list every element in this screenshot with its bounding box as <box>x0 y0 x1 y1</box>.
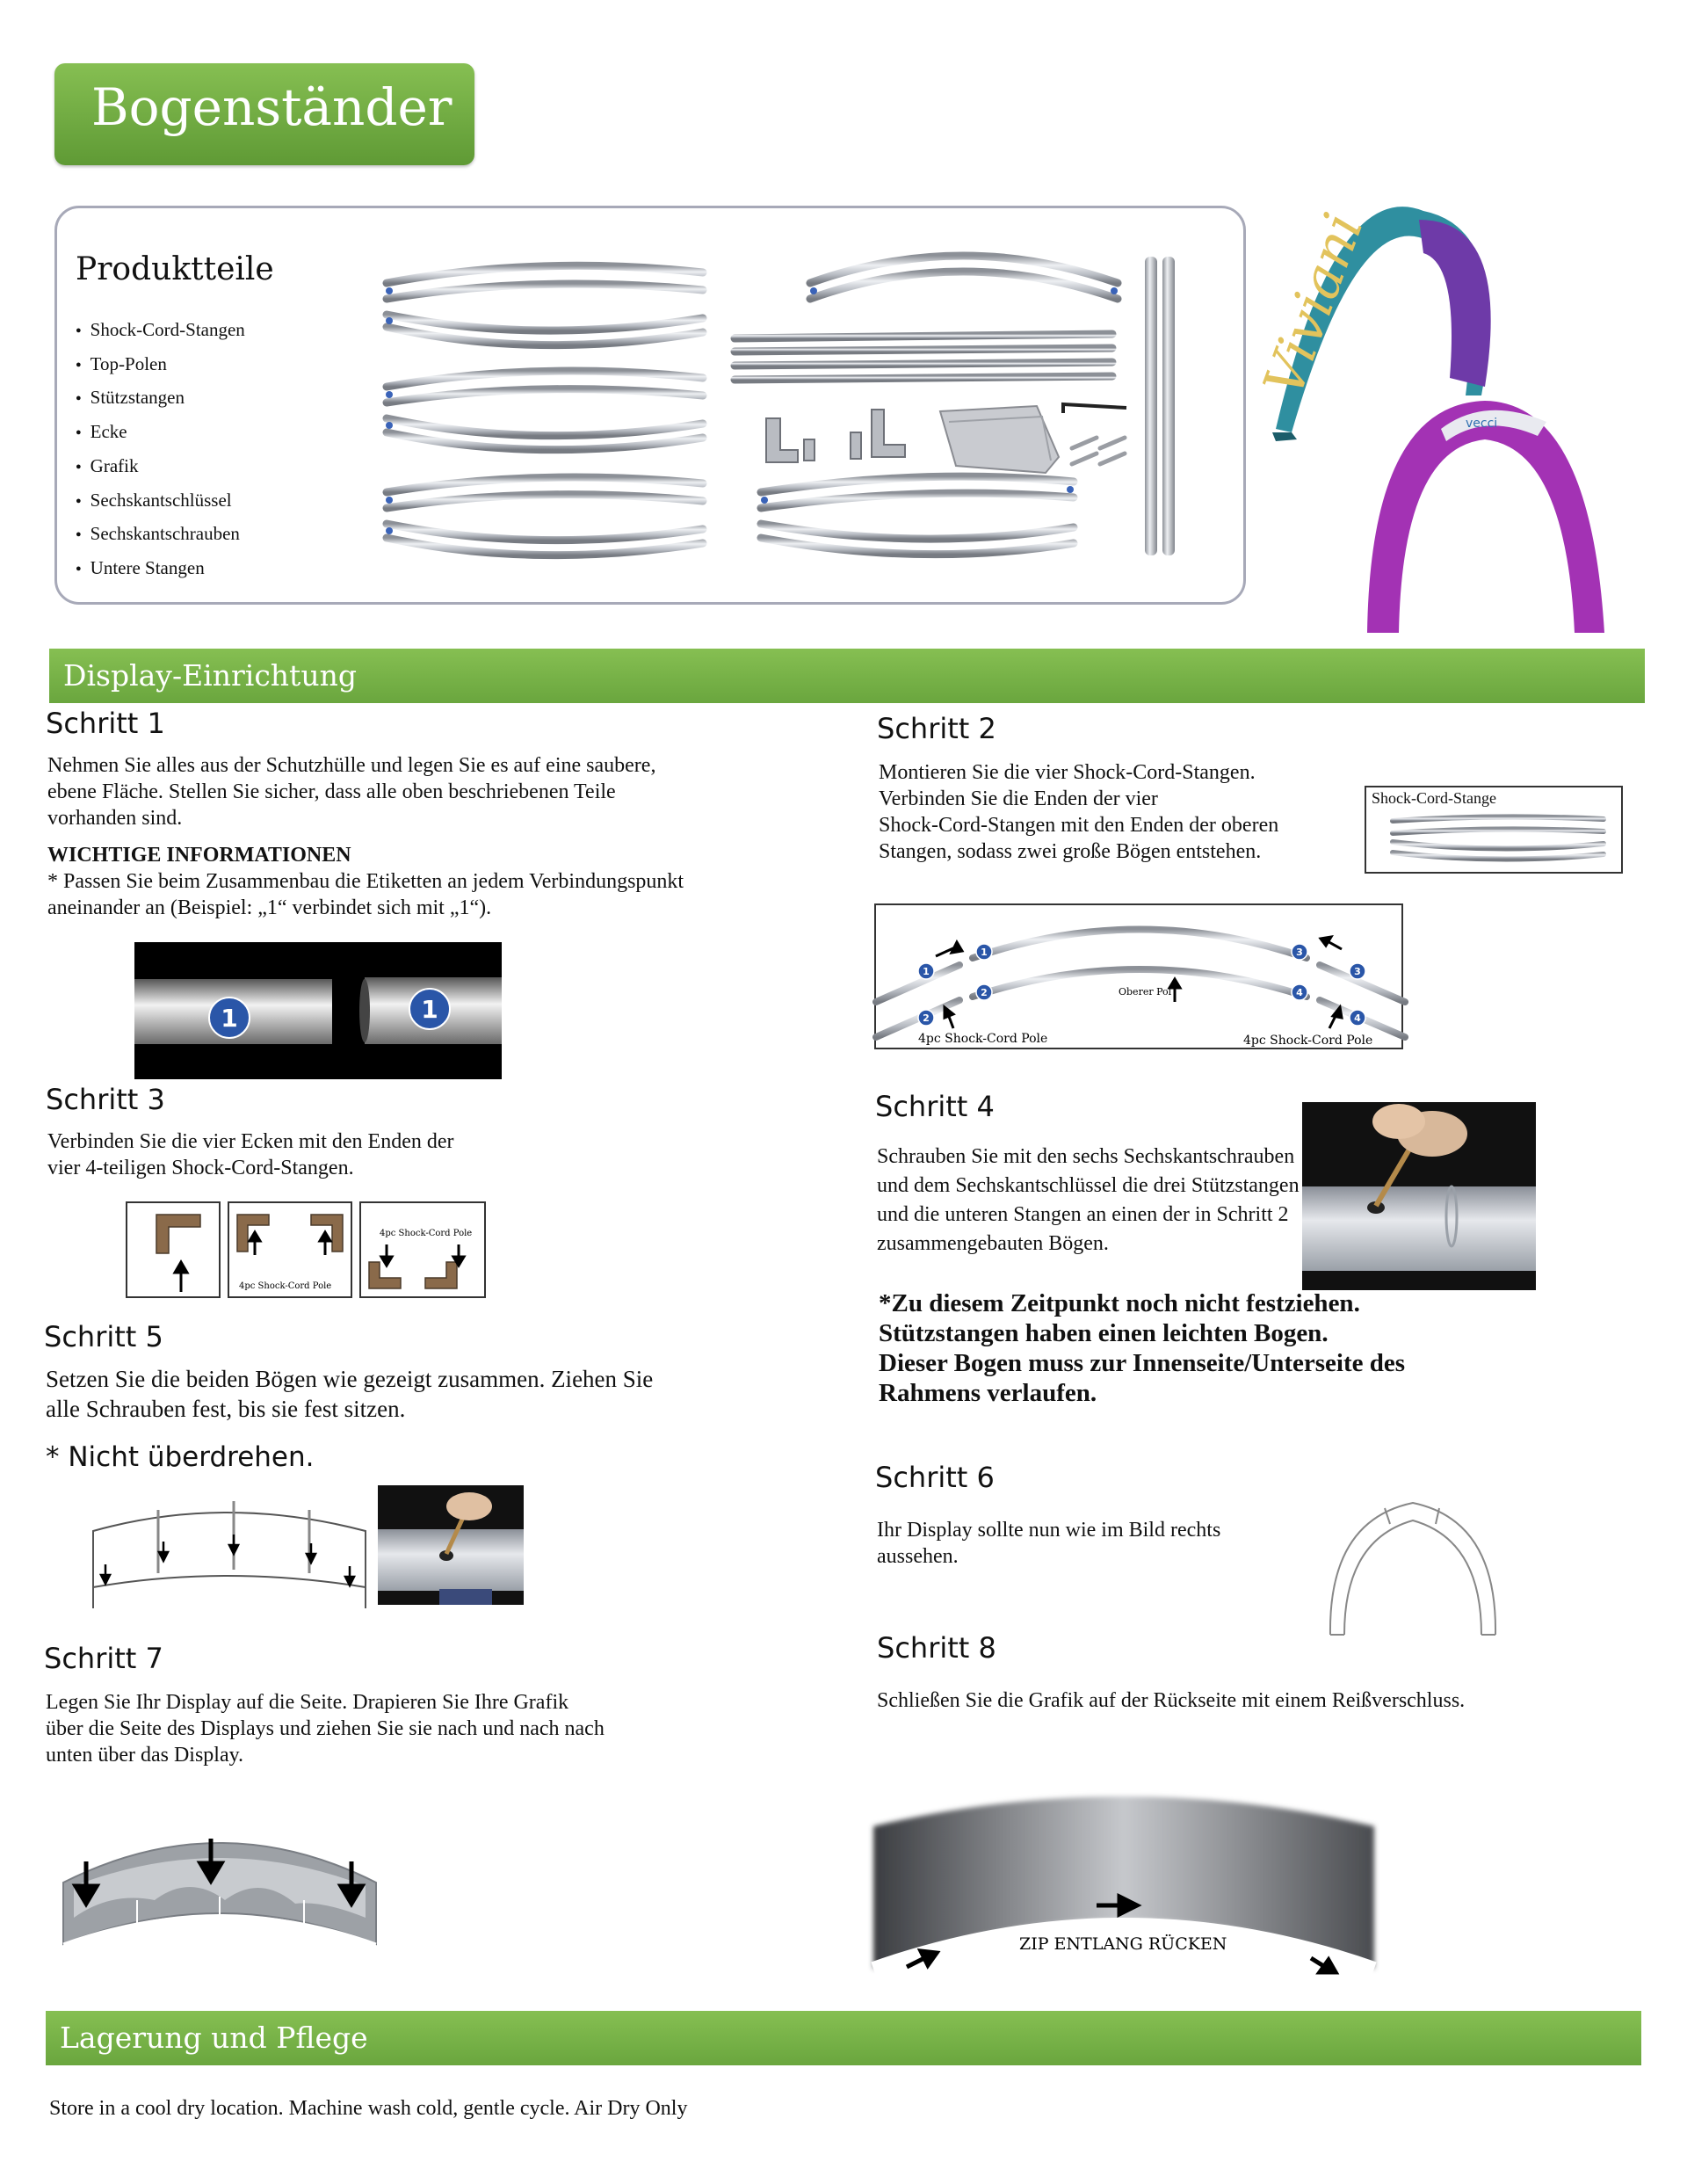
step3-title: Schritt 3 <box>46 1083 165 1116</box>
step5-screw-photo <box>378 1485 524 1605</box>
parts-item: ● Ecke <box>76 417 245 451</box>
step2-right-label: 4pc Shock-Cord Pole <box>1243 1034 1373 1048</box>
step2-num: 1 <box>981 947 988 958</box>
parts-item: ● Top-Polen <box>76 349 245 383</box>
step2-inset <box>1365 786 1623 874</box>
step1-pole-joint <box>134 942 502 1079</box>
storage-text: Store in a cool dry location. Machine wash cold, gentle cycle. Air Dry Only <box>49 2097 688 2120</box>
section-storage-title: Lagerung und Pflege <box>60 2021 368 2055</box>
step8-text: Schließen Sie die Grafik auf der Rückseite mit einem Reißverschluss. <box>877 1689 1466 1712</box>
step2-left-label: 4pc Shock-Cord Pole <box>918 1032 1048 1046</box>
step4-photo <box>1302 1102 1536 1290</box>
page-title: Bogenständer <box>91 77 453 137</box>
step3-corners-diagram <box>125 1201 489 1299</box>
step3-text: Verbinden Sie die vier Ecken mit den Enden der vier 4-teiligen Shock-Cord-Stangen. <box>47 1130 454 1179</box>
step2-inset-poles <box>1366 787 1625 875</box>
step1-label-left: 1 <box>221 1004 238 1033</box>
step3-label-a: 4pc Shock-Cord Pole <box>239 1281 332 1291</box>
parts-item: ● Shock-Cord-Stangen <box>76 315 245 349</box>
step4-screw-photo <box>1302 1102 1536 1290</box>
arch-brand-2: vecci <box>1466 417 1498 431</box>
step7-graphic-diagram <box>58 1812 381 1953</box>
step1-photo <box>134 942 502 1079</box>
step6-arch-frame <box>1325 1494 1501 1643</box>
step5-photo <box>378 1485 524 1605</box>
parts-title: Produktteile <box>76 251 274 287</box>
step2-num: 2 <box>981 987 988 998</box>
step2-diagram <box>874 903 1403 1049</box>
step8-zip-label: ZIP ENTLANG RÜCKEN <box>1019 1934 1227 1954</box>
step8-title: Schritt 8 <box>877 1631 996 1665</box>
parts-item: ● Untere Stangen <box>76 553 245 587</box>
step5-text: Setzen Sie die beiden Bögen wie gezeigt zusammen. Ziehen Sie alle Schrauben fest, bis sie fest sitzen. <box>46 1366 654 1422</box>
step2-num: 1 <box>923 966 930 977</box>
step1-text: Nehmen Sie alles aus der Schutzhülle und legen Sie es auf eine saubere, ebene Fläche. Stellen Sie sicher, dass alle oben beschriebenen Teile vorhanden sind. <box>47 754 656 830</box>
step5-title: Schritt 5 <box>44 1320 163 1353</box>
step2-num: 4 <box>1354 1012 1361 1024</box>
step2-inset-label: Shock-Cord-Stange <box>1372 789 1496 807</box>
arch-brand-1: Viviani <box>1250 205 1376 405</box>
parts-item: ● Sechskantschlüssel <box>76 485 245 519</box>
section-storage-header <box>46 2011 1641 2065</box>
step4-title: Schritt 4 <box>875 1090 995 1123</box>
step4-note: *Zu diesem Zeitpunkt noch nicht festziehen. Stützstangen haben einen leichten Bogen. Dieser Bogen muss zur Innenseite/Unterseite des Rahmens verlaufen. <box>879 1289 1406 1407</box>
parts-item: ● Sechskantschrauben <box>76 519 245 553</box>
step2-title: Schritt 2 <box>877 712 996 745</box>
step2-arch-diagram <box>876 905 1405 1051</box>
step2-num: 3 <box>1354 966 1361 977</box>
step2-num: 3 <box>1296 947 1303 958</box>
step6-text: Ihr Display sollte nun wie im Bild rechts aussehen. <box>877 1519 1221 1568</box>
step1-label-right: 1 <box>421 995 438 1024</box>
step2-num: 4 <box>1296 987 1303 998</box>
step2-num: 2 <box>923 1012 930 1024</box>
section-setup-header <box>49 649 1645 703</box>
step1-title: Schritt 1 <box>46 707 165 740</box>
step5-note: * Nicht überdrehen. <box>46 1441 315 1473</box>
section-setup-title: Display-Einrichtung <box>63 658 357 693</box>
step2-text: Montieren Sie die vier Shock-Cord-Stangen. Verbinden Sie die Enden der vier Shock-Cord-Stangen mit den Enden der oberen Stangen, sodass zwei große Bögen entstehen. <box>879 761 1279 863</box>
step3-label-b: 4pc Shock-Cord Pole <box>380 1229 473 1238</box>
step1-important-text: * Passen Sie beim Zusammenbau die Etiketten an jedem Verbindungspunkt aneinander an (Beispiel: „1“ verbindet sich mit „1“). <box>47 870 684 919</box>
step7-text: Legen Sie Ihr Display auf die Seite. Drapieren Sie Ihre Grafik über die Seite des Displays und ziehen Sie sie nach und nach nach unten über das Display. <box>46 1691 605 1767</box>
step8-zip-diagram <box>866 1784 1381 1979</box>
step2-top-label: Oberer Pol <box>1119 986 1172 998</box>
step1-important-title: WICHTIGE INFORMATIONEN <box>47 844 351 867</box>
parts-item: ● Grafik <box>76 451 245 485</box>
step5-arch-diagram <box>84 1485 374 1617</box>
step4-text: Schrauben Sie mit den sechs Sechskantschrauben und dem Sechskantschlüssel die drei Stützstangen und die unteren Stangen an einen der in Schritt 2 zusammengebauten Bögen. <box>877 1145 1300 1255</box>
step7-title: Schritt 7 <box>44 1642 163 1675</box>
step6-title: Schritt 6 <box>875 1461 995 1494</box>
parts-item: ● Stützstangen <box>76 382 245 417</box>
